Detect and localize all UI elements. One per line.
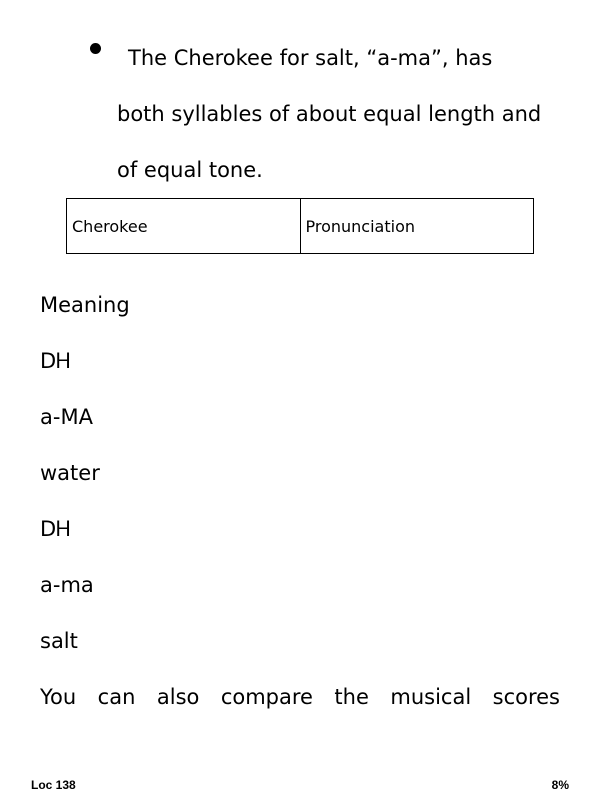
text-line: DᎻ [40, 349, 71, 373]
text-line: a-MA [40, 405, 93, 429]
bullet-line: both syllables of about equal length and [117, 102, 542, 126]
continuation-text: You can also compare the musical scores [40, 685, 560, 709]
table-header-pronunciation: Pronunciation [300, 199, 534, 254]
table-row [67, 199, 534, 254]
table-header-cherokee: Cherokee [67, 199, 301, 254]
text-line: water [40, 461, 100, 485]
bullet-line: of equal tone. [117, 158, 263, 182]
text-line: Meaning [40, 293, 130, 317]
bullet-text [117, 30, 557, 198]
progress-percent: 8% [551, 778, 569, 792]
text-line: DᎻ [40, 517, 71, 541]
location-indicator: Loc 138 [31, 778, 76, 792]
bullet-icon [90, 43, 101, 54]
text-line: a-ma [40, 573, 94, 597]
bullet-line: The Cherokee for salt, “a-ma”, has [128, 46, 493, 70]
text-line: salt [40, 629, 78, 653]
pronunciation-table [66, 198, 534, 254]
